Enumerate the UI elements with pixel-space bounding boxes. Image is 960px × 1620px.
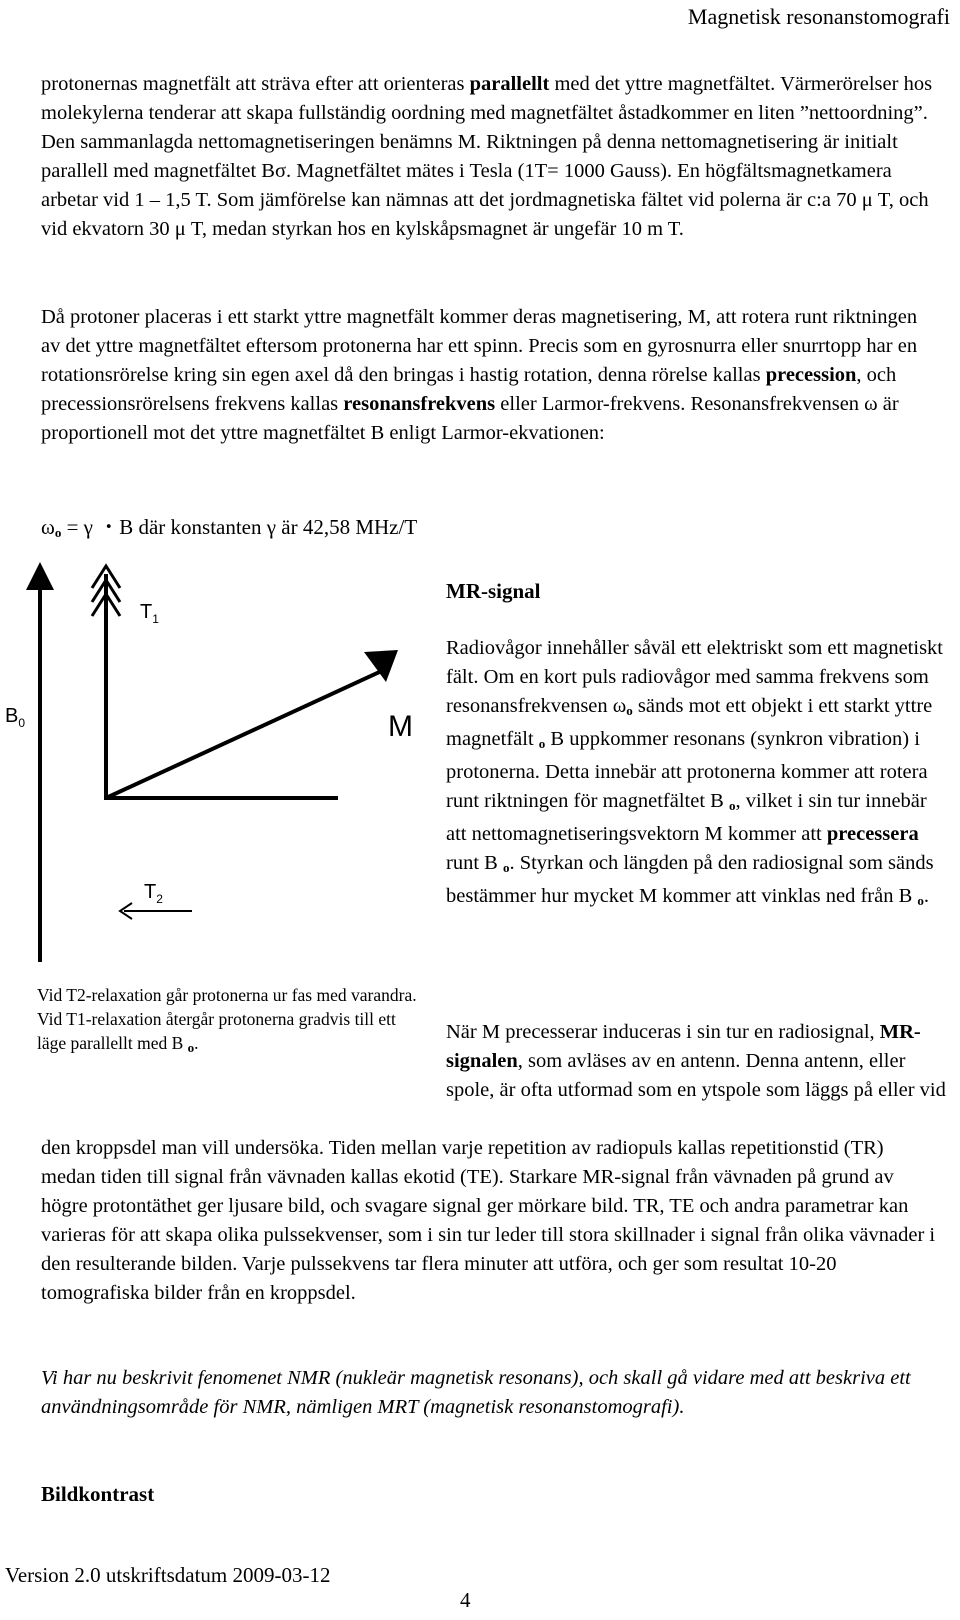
label-b0 [5,706,25,733]
subscript: o [626,703,633,718]
text: eller Larmor-frekvens. Resonansfrekvensen ω är proportionell mot det yttre magnetfältet B enligt Larmor-ekvationen: [41,393,899,444]
text: Radiovågor innehåller såväl ett elektriskt som ett magnetiskt fält. Om en kort puls radiovågor med samma frekvens som resonansfrekvensen ω [446,637,943,717]
text: sänds mot ett objekt i ett starkt yttre magnetfält [446,695,933,750]
text: , och precessionsrörelsens frekvens kallas [41,364,897,415]
label-subscript: 1 [152,612,159,626]
text: med det yttre magnetfältet. Värmerörelser hos molekylerna tenderar att skapa fullständig oordning med magnetfältet åstadkommer en liten ”nettoordning”. Den sammanlagda nettomagnetiseringen benämns M. Riktningen på denna nettomagnetisering är initialt parallell med magnetfältet Bσ. Magnetfältet mätes i Tesla (1T= 1000 Gauss). En högfältsmagnetkamera arbetar vid 1 – 1,5 T. Som jämförelse kan nämnas att det jordmagnetiska fältet vid polerna är c:a 70 μ T, och vid ekvatorn 30 μ T, medan styrkan hos en kylskåpsmagnet är ungefär 10 m T. [41,73,933,240]
section-title-mr-signal: MR-signal [446,579,541,603]
emphasis-parallellt: parallellt [469,73,550,95]
equation-text: = γ ・B där konstanten γ är 42,58 MHz/T [61,515,418,539]
paragraph-continued: den kroppsdel man vill undersöka. Tiden mellan varje repetition av radiopuls kallas repetitionstid (TR) medan tiden till signal från vävnaden kallas ekotid (TE). Starkare MR-signal från vävnaden på grund av högre protontäthet ger ljusare bild, och svagare signal ger mörkare bild. TR, TE och andra parametrar kan varieras för att skapa olika pulssekvenser, som i sin tur leder till stora skillnader i signal från olika vävnader i den resulterande bilden. Varje pulssekvens tar flera minuter att utföra, och ger som resultat 10-20 tomografiska bilder från en kroppsdel. [41,1137,936,1304]
running-header: Magnetisk resonanstomografi [687,4,950,29]
page-number: 4 [460,1588,471,1612]
caption-text: Vid T2-relaxation går protonerna ur fas med varandra. Vid T1-relaxation återgår protonerna gradvis till ett läge parallellt med B [37,985,417,1053]
text: . Styrkan och längden på den radiosignal som sänds bestämmer hur mycket M kommer att vinklas ned från B [446,852,934,907]
caption-end: . [194,1033,199,1053]
subscript: o [187,1040,195,1055]
emphasis-resonansfrekvens: resonansfrekvens [343,393,496,415]
text: När M precesserar induceras i sin tur en radiosignal, [446,1021,880,1043]
larmor-equation [41,513,417,547]
text: Då protoner placeras i ett starkt yttre magnetfält kommer deras magnetisering, M, att rotera runt riktningen av det yttre magnetfältet eftersom protonerna har ett spinn. Precis som en gyrosnurra eller snurrtopp har en rotationsrörelse kring sin egen axel då den bringas i hastig rotation, denna rörelse kallas [41,306,918,386]
text: , som avläses av en antenn. Denna antenn, eller spole, är ofta utformad som en ytspole som läggs på eller vid [446,1050,946,1101]
relaxation-diagram-svg [0,560,440,980]
label-subscript: 0 [18,716,26,730]
section-heading: Bildkontrast [41,1482,155,1506]
label-m: M [388,710,413,743]
text: protonernas magnetfält att sträva efter att orienteras [41,73,470,95]
footer-version: Version 2.0 utskriftsdatum 2009-03-12 [5,1563,331,1587]
subscript: o [502,860,510,875]
label-t1 [140,602,159,629]
text: . [923,885,930,907]
paragraph-precession [41,303,941,448]
emphasis-mr-signalen: MR-signalen [446,1021,921,1072]
paragraph-radiowaves [446,634,946,915]
subscript: o [917,893,924,908]
paragraph-magnetization [41,70,941,244]
text: runt B [446,852,503,874]
subscript: o [728,798,736,813]
subscript: o [538,736,546,751]
text: , vilket i sin tur innebär att nettomagnetiseringsvektorn M kommer att [446,790,927,845]
label-t2 [144,882,163,909]
figure-caption [37,983,427,1060]
text: B uppkommer resonans (synkron vibration) i protonerna. Detta innebär att protonerna kommer att rotera runt riktningen för magnetfältet B [446,728,928,812]
paragraph-summary-italic: Vi har nu beskrivit fenomenet NMR (nukleär magnetisk resonans), och skall gå vidare med att beskriva ett användningsområde för NMR, nämligen MRT (magnetisk resonanstomografi). [41,1367,911,1418]
relaxation-diagram [0,560,440,980]
emphasis-precession: precession [765,364,857,386]
label-subscript: 2 [156,892,163,906]
paragraph-mr-signal [446,1018,946,1105]
b0-arrowhead-icon [26,562,54,590]
omega-symbol: ω [41,515,55,539]
label-text: B [5,705,19,727]
label-text: T [140,601,153,623]
m-vector-line [106,668,388,798]
emphasis-precessera: precessera [826,823,919,845]
subscript: o [54,525,62,540]
label-text: T [144,881,157,903]
